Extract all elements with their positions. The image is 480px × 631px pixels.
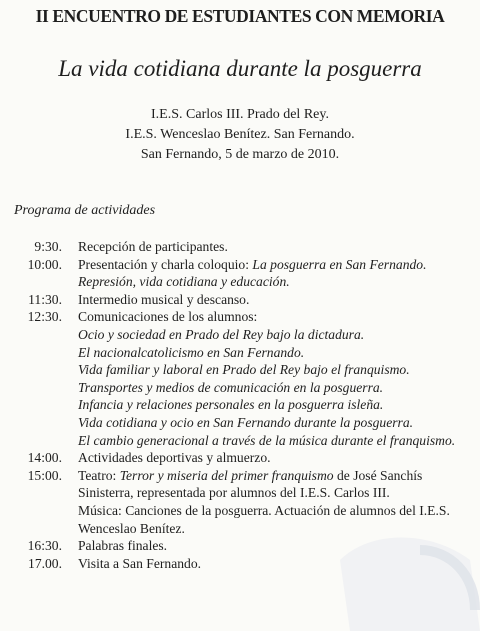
communication-title (0, 396, 480, 414)
schedule-text: Palabras finales. (78, 538, 168, 554)
schedule-item (0, 467, 480, 485)
schedule-item (0, 449, 480, 467)
schedule-text-italic: Infancia y relaciones personales en la posguerra isleña. (78, 397, 384, 413)
schedule-text-italic: El nacionalcatolicismo en San Fernando. (78, 344, 305, 360)
schedule-text: Actividades deportivas y almuerzo. (78, 450, 271, 466)
communication-title (0, 379, 480, 397)
schedule-time: 16:30. (27, 538, 62, 554)
schedule-text: Visita a San Fernando. (78, 555, 202, 571)
event-date-location: San Fernando, 5 de marzo de 2010. (140, 147, 340, 162)
schedule-text: Música: Canciones de la posguerra. Actuación de alumnos del I.E.S. (78, 502, 450, 518)
schedule-text-italic: Vida cotidiana y ocio en San Fernando durante la posguerra. (78, 414, 414, 430)
schedule-text: Intermedio musical y descanso. (78, 291, 250, 307)
schedule-continuation (0, 484, 480, 502)
communication-title (0, 361, 480, 379)
schedule-text (78, 256, 426, 274)
event-subtitle: La vida cotidiana durante la posguerra (58, 56, 422, 81)
schedule-time: 15:00. (27, 467, 62, 483)
schedule-text (78, 467, 422, 485)
schedule-time: 17.00. (28, 555, 62, 571)
schedule-list (0, 238, 480, 572)
schedule-text-italic: Ocio y sociedad en Prado del Rey bajo la dictadura. (78, 326, 365, 342)
communication-title (0, 326, 480, 344)
schedule-text-italic: Transportes y medios de comunicación en la posguerra. (78, 379, 384, 395)
schedule-text: Comunicaciones de los alumnos: (78, 309, 258, 325)
schedule-text-italic: La posguerra en San Fernando. (252, 256, 427, 272)
schedule-text: Sinisterra, representada por alumnos del I.E.S. Carlos III. (78, 485, 390, 501)
schedule-text-plain: Teatro: (78, 467, 120, 483)
schedule-text-italic: Vida familiar y laboral en Prado del Rey bajo el franquismo. (78, 362, 410, 378)
communication-title (0, 432, 480, 450)
schedule-item (0, 537, 480, 555)
communication-title (0, 414, 480, 432)
schedule-item (0, 256, 480, 274)
communication-title (0, 344, 480, 362)
schedule-text: Recepción de participantes. (78, 239, 228, 254)
schedule-text-italic: Terror y miseria del primer franquismo (119, 467, 334, 483)
schedule-text-italic: Represión, vida cotidiana y educación. (78, 274, 290, 290)
schedule-continuation (0, 273, 480, 291)
schedule-continuation (0, 520, 480, 538)
schedule-item (0, 555, 480, 573)
schedule-time: 11:30. (28, 291, 62, 307)
schedule-text-plain: Presentación y charla coloquio: (78, 256, 253, 272)
institution-line-2: I.E.S. Wenceslao Benítez. San Fernando. (125, 127, 355, 142)
event-title: II ENCUENTRO DE ESTUDIANTES CON MEMORIA (35, 6, 445, 26)
schedule-item (0, 308, 480, 326)
schedule-time: 10:00. (27, 256, 62, 272)
schedule-text-italic: El cambio generacional a través de la música durante el franquismo. (78, 432, 456, 448)
institution-line-1: I.E.S. Carlos III. Prado del Rey. (151, 107, 329, 122)
schedule-continuation (0, 502, 480, 520)
schedule-time: 14:00. (27, 450, 62, 466)
schedule-text: Wenceslao Benítez. (78, 520, 185, 536)
schedule-item (0, 291, 480, 309)
program-heading: Programa de actividades (14, 203, 156, 218)
schedule-item (0, 238, 480, 256)
schedule-text-plain: de José Sanchís (333, 467, 423, 483)
schedule-time: 12:30. (27, 309, 62, 325)
schedule-time: 9:30. (34, 239, 62, 254)
